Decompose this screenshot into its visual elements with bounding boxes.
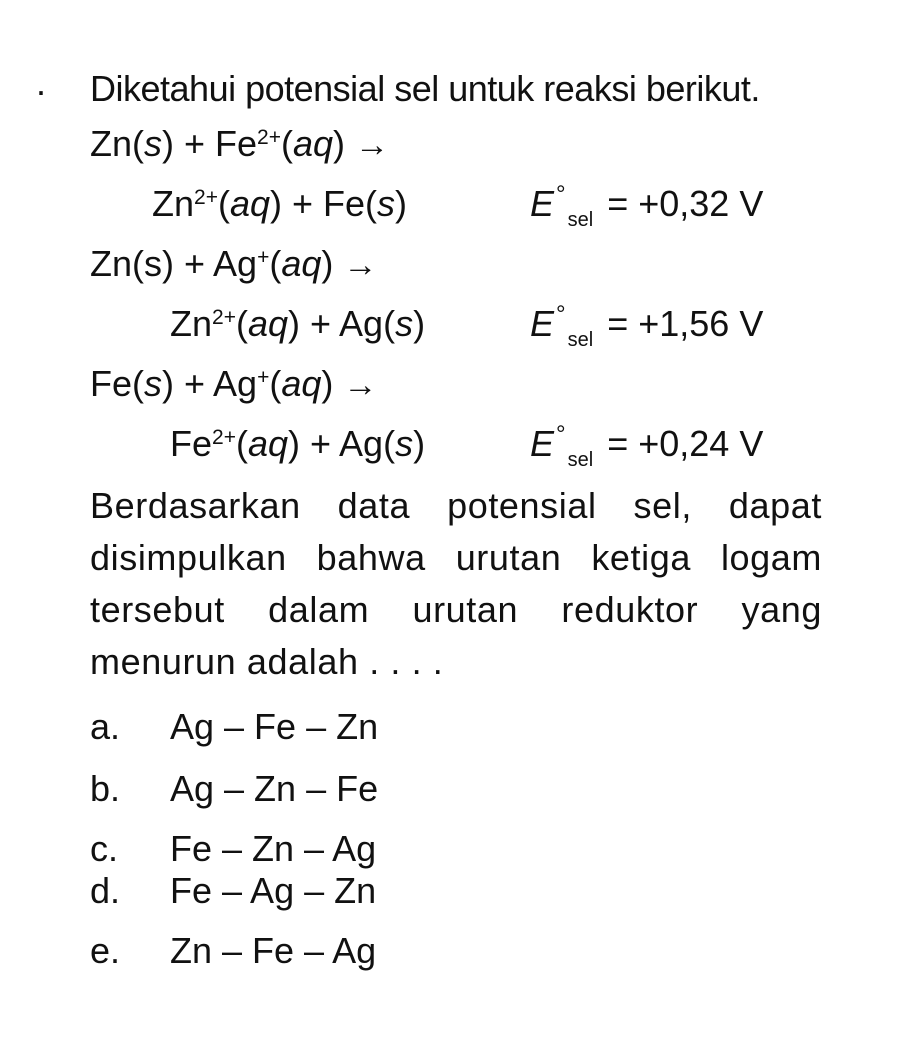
reaction-1-right [152,183,408,224]
reaction-2-text: aq [281,243,322,284]
option-letter: c. [90,828,119,869]
reaction-2-product: ( [235,303,248,344]
reaction-2-product: s [395,303,414,344]
reaction-1-text: ) [333,123,346,164]
reaction-arrow-icon: → [343,246,378,284]
reaction-1-left [90,123,390,164]
potential-degree: ° [556,301,566,328]
reaction-1-product: ( [217,183,230,224]
option-text: Ag – Fe – Zn [170,706,379,747]
option-text: Fe – Zn – Ag [170,828,377,869]
reaction-3-text: ( [269,363,282,404]
reaction-2-left [90,243,378,284]
potential-symbol: E [530,303,555,344]
reaction-arrow-icon: → [355,126,390,164]
option-letter: e. [90,930,121,971]
potential-symbol: E [530,423,555,464]
reaction-arrow-icon: → [343,366,378,404]
reaction-3-text: s [144,363,162,404]
potential-degree: ° [556,421,566,448]
potential-value: = +0,24 V [607,423,764,464]
option-letter: b. [90,768,121,809]
reaction-3-left [90,363,378,404]
option-text: Fe – Ag – Zn [170,870,377,911]
reaction-2-product: aq [247,303,289,344]
reaction-1-product: ) [395,183,408,224]
reaction-3-product: ) + Ag( [288,423,396,464]
reaction-1-product: ) + Fe( [270,183,378,224]
reaction-2-text: ( [269,243,282,284]
reaction-2-product: Zn [170,303,213,344]
potential-subscript: sel [567,209,594,231]
reaction-1-product: aq [229,183,271,224]
reaction-1-text: s [144,123,162,164]
reaction-3-superscript: + [257,366,270,389]
question-intro: Diketahui potensial sel untuk reaksi berikut. [90,68,760,109]
reaction-3-text: ) + Ag [162,363,258,404]
potential-degree: ° [556,181,566,208]
reaction-3-product: Fe [170,423,213,464]
reaction-2-product: ) [413,303,426,344]
reaction-1-text: ( [280,123,293,164]
option-letter: d. [90,870,121,911]
potential-value: = +0,32 V [607,183,764,224]
reaction-3-product: ( [235,423,248,464]
question-paragraph: Berdasarkan data potensial sel, dapat disimpulkan bahwa urutan ketiga logam tersebut dalam urutan reduktor yang menurun adalah . . . . [90,485,822,682]
reaction-3-product: s [395,423,414,464]
reaction-3-text: aq [281,363,322,404]
reaction-3-product: ) [413,423,426,464]
reaction-2-text: ) [321,243,334,284]
reaction-1-superscript: 2+ [194,186,218,209]
potential-subscript: sel [567,449,594,471]
reaction-1-text: Zn( [90,123,144,164]
reaction-2-right [170,303,426,344]
reaction-1-product: s [377,183,396,224]
question-number-marker: . [36,62,47,103]
reaction-3-right [170,423,426,464]
reaction-2-superscript: 2+ [212,306,236,329]
reaction-3-text: ) [321,363,334,404]
reaction-1-text: aq [292,123,334,164]
reaction-3-text: Fe( [90,363,144,404]
reaction-1-superscript: 2+ [257,126,281,149]
reaction-3-potential [530,421,764,471]
reaction-3-product: aq [247,423,289,464]
reaction-1-potential [530,181,764,231]
reaction-1-text: ) + Fe [162,123,258,164]
reaction-2-product: ) + Ag( [288,303,396,344]
reaction-2-superscript: + [257,246,270,269]
reaction-2-text: Zn(s) + Ag [90,243,258,284]
reaction-2-potential [530,301,764,351]
reaction-3-superscript: 2+ [212,426,236,449]
potential-symbol: E [530,183,555,224]
option-text: Ag – Zn – Fe [170,768,379,809]
potential-subscript: sel [567,329,594,351]
option-text: Zn – Fe – Ag [170,930,377,971]
potential-value: = +1,56 V [607,303,764,344]
option-letter: a. [90,706,121,747]
reaction-1-product: Zn [152,183,195,224]
